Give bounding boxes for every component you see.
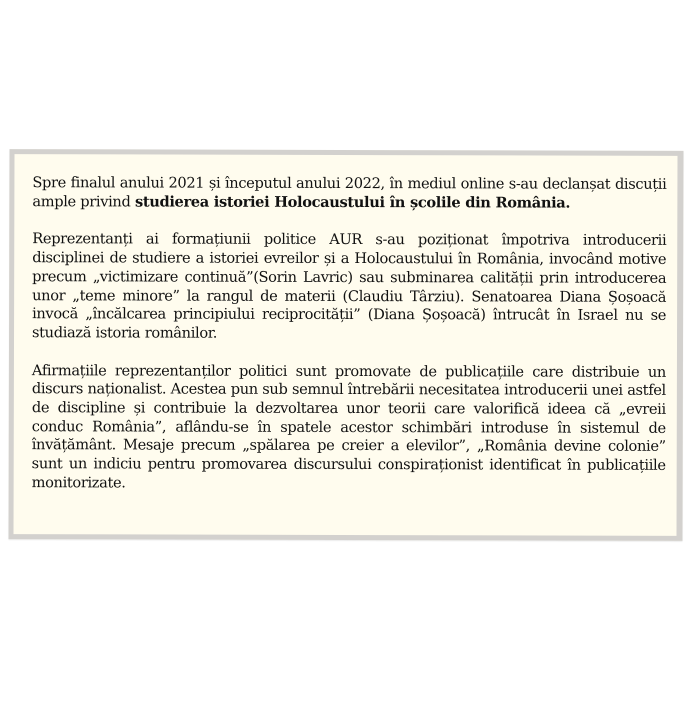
intro-text: Spre finalul anului 2021 și începutul anului 2022, în mediul online s-au declanșat discuții ample privind <box>32 174 667 211</box>
paragraph-intro <box>32 174 666 213</box>
paragraph-aur-positions <box>32 231 666 345</box>
note-box <box>8 149 683 541</box>
nationalist-discourse-text: Afirmațiile reprezentanților politici sunt promovate de publicațiile care distribuie un discurs naționalist. Acestea pun sub semnul întrebării necesitatea introducerii unei astfel de discipline și contribuie la dezvoltarea unor teorii care valorifică ideea că „evreii conduc România”, aflându-se în spatele acestor schimbări introduse în sistemul de învățământ. Mesaje precum „spălarea pe creier a elevilor”, „România devine colonie” sunt un indiciu pentru promovarea discursului conspiraționist identificat în publicațiile monitorizate. <box>31 361 666 492</box>
intro-bold-text: studierea istoriei Holocaustului în școlile din România. <box>134 193 571 212</box>
aur-positions-text: Reprezentanți ai formațiunii politice AUR s-au poziționat împotriva introducerii disciplinei de studiere a istoriei evreilor și a Holocaustului în România, invocând motive precum „victimizare continuă”(Sorin Lavric) sau subminarea calității prin introducerea unor „teme minore” la rangul de materii (Claudiu Târziu). Senatoarea Diana Șoșoacă invocă „încălcarea principiului reciprocității” (Diana Șoșoacă) întrucât în Israel nu se studiază istoria românilor. <box>32 230 667 342</box>
paragraph-nationalist-discourse <box>32 362 666 495</box>
note-content <box>32 174 667 494</box>
